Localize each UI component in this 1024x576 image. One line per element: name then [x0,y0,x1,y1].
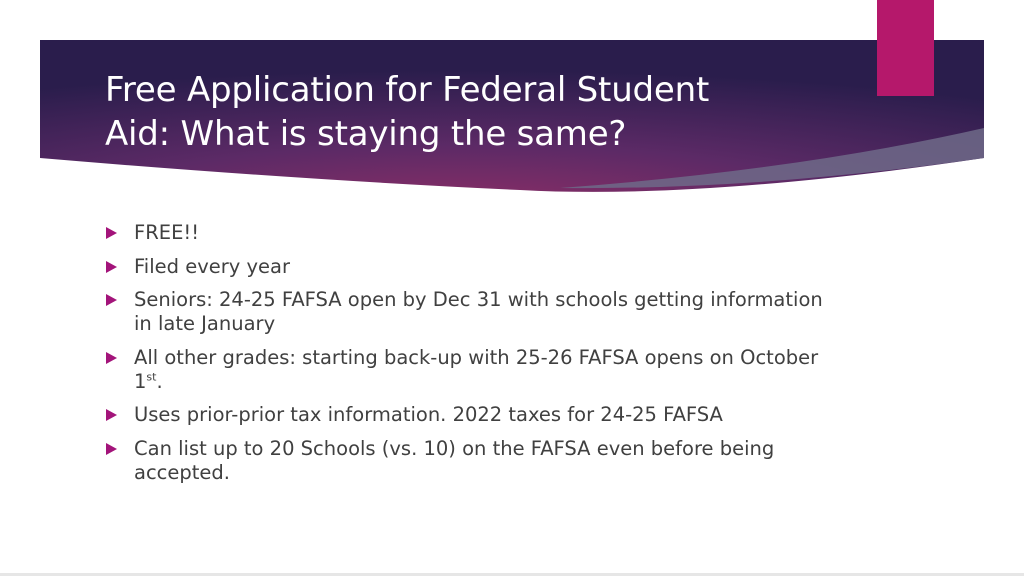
triangle-right-icon [106,261,117,273]
bullet-list [106,221,826,494]
bullet-item [106,255,826,279]
bullet-item [106,221,826,245]
accent-tab [877,0,934,96]
bullet-item [106,437,826,485]
bullet-item [106,403,826,427]
bullet-text-main: All other grades: starting back-up with 25-26 FAFSA opens on October 1 [134,345,819,393]
slide-title-line-1: Free Application for Federal Student [105,70,710,110]
bullet-text: Seniors: 24-25 FAFSA open by Dec 31 with schools getting information in late January [134,288,823,335]
slide-title-line-2: Aid: What is staying the same? [105,114,627,154]
slide-title [105,68,865,156]
bullet-text: Can list up to 20 Schools (vs. 10) on the FAFSA even before being accepted. [134,436,775,484]
triangle-right-icon [106,227,117,239]
ordinal-suffix: st [146,370,157,383]
bullet-text: FREE!! [134,221,200,244]
bullet-item [106,346,826,394]
triangle-right-icon [106,409,117,421]
bullet-text: Filed every year [134,254,290,278]
bullet-text-end: . [156,369,163,393]
triangle-right-icon [106,352,117,364]
bullet-item [106,288,826,336]
bullet-text [134,346,818,393]
triangle-right-icon [106,294,117,306]
bullet-text: Uses prior-prior tax information. 2022 taxes for 24-25 FAFSA [134,403,723,426]
triangle-right-icon [106,443,117,455]
